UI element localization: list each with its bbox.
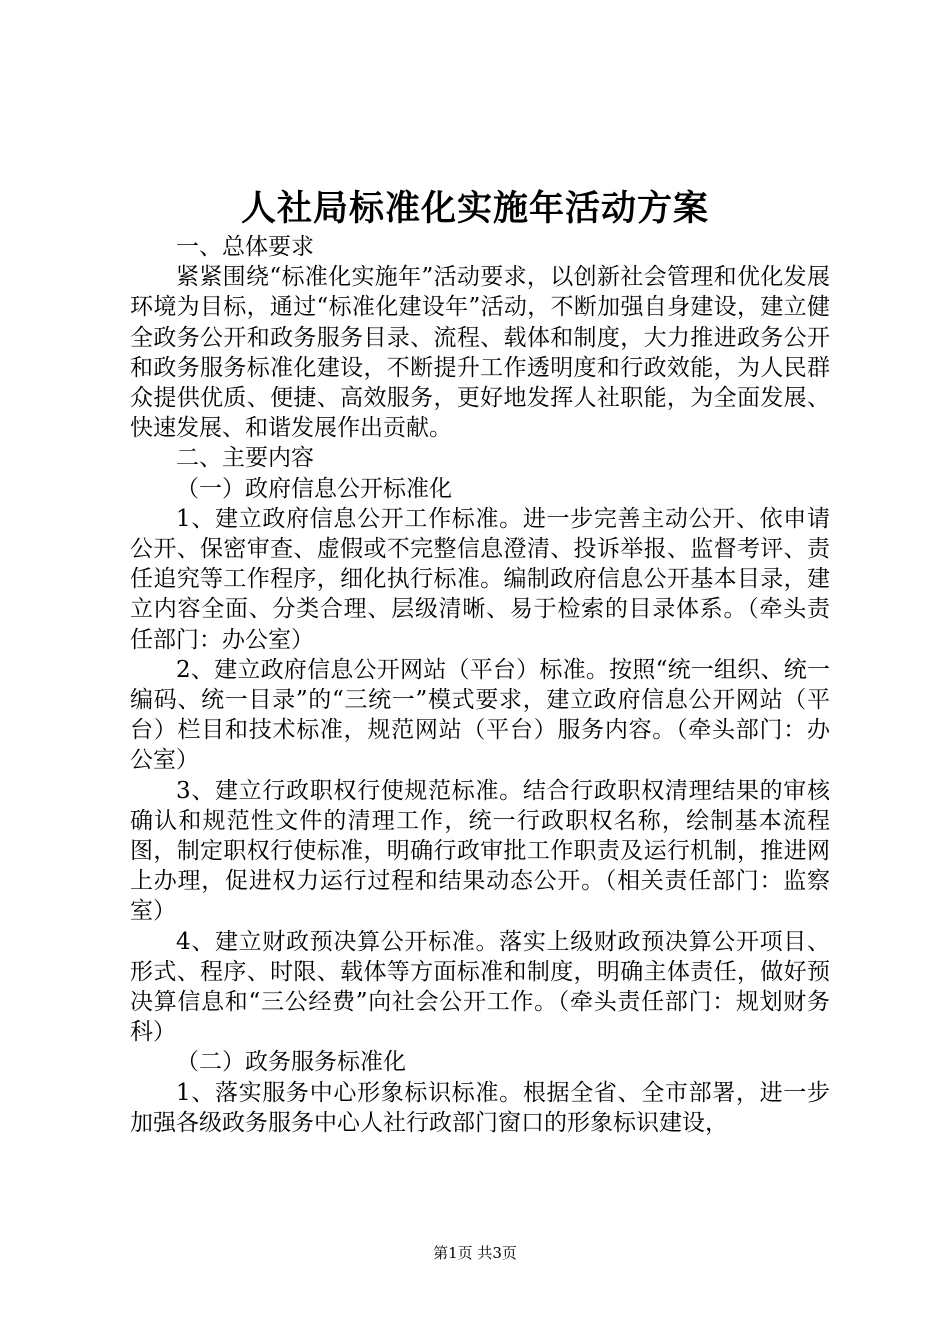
section-heading: 二、主要内容 bbox=[176, 445, 314, 472]
body-paragraph: 4、建立财政预决算公开标准。落实上级财政预决算公开项目、形式、程序、时限、载体等方面标准和制度，明确主体责任，做好预决算信息和“三公经费”向社会公开工作。（牵头责任部门：规划财务科） bbox=[130, 928, 830, 1046]
document-body bbox=[130, 232, 830, 1138]
page-footer: 第1页 共3页 bbox=[433, 1244, 517, 1262]
subsection-heading: （二）政务服务标准化 bbox=[176, 1049, 406, 1076]
body-paragraph: 1、建立政府信息公开工作标准。进一步完善主动公开、依申请公开、保密审查、虚假或不完整信息澄清、投诉举报、监督考评、责任追究等工作程序，细化执行标准。编制政府信息公开基本目录，建立内容全面、分类合理、层级清晰、易于检索的目录体系。（牵头责任部门：办公室） bbox=[130, 505, 830, 653]
body-paragraph: 3、建立行政职权行使规范标准。结合行政职权清理结果的审核确认和规范性文件的清理工作，统一行政职权名称，绘制基本流程图，制定职权行使标准，明确行政审批工作职责及运行机制，推进网上办理，促进权力运行过程和结果动态公开。（相关责任部门：监察室） bbox=[130, 777, 830, 925]
body-paragraph: 紧紧围绕“标准化实施年”活动要求，以创新社会管理和优化发展环境为目标，通过“标准化建设年”活动，不断加强自身建设，建立健全政务公开和政务服务目录、流程、载体和制度，大力推进政务公开和政务服务标准化建设，不断提升工作透明度和行政效能，为人民群众提供优质、便捷、高效服务，更好地发挥人社职能，为全面发展、快速发展、和谐发展作出贡献。 bbox=[130, 264, 830, 442]
body-paragraph: 1、落实服务中心形象标识标准。根据全省、全市部署，进一步加强各级政务服务中心人社行政部门窗口的形象标识建设， bbox=[130, 1079, 830, 1136]
subsection-heading: （一）政府信息公开标准化 bbox=[176, 475, 452, 502]
section-heading: 一、总体要求 bbox=[176, 234, 314, 260]
body-paragraph: 2、建立政府信息公开网站（平台）标准。按照“统一组织、统一编码、统一目录”的“三统一”模式要求，建立政府信息公开网站（平台）栏目和技术标准，规范网站（平台）服务内容。（牵头部门：办公室） bbox=[130, 656, 830, 774]
document-title: 人社局标准化实施年活动方案 bbox=[240, 188, 709, 229]
